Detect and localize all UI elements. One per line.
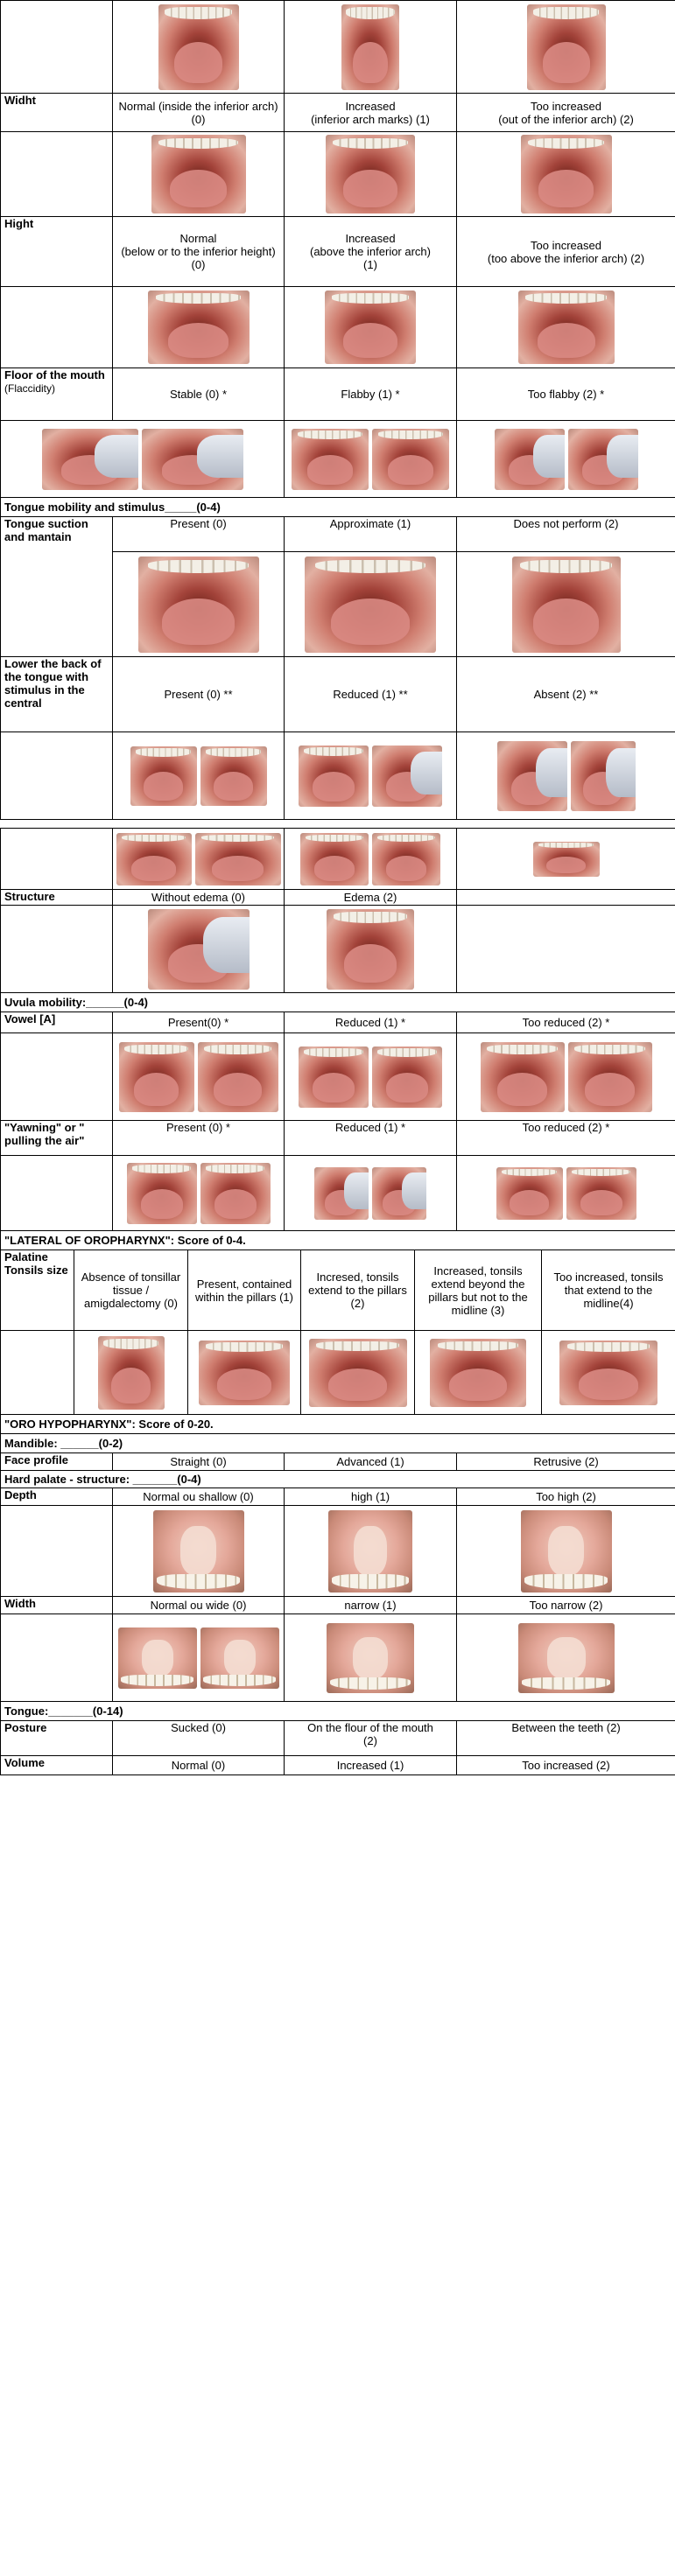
row-label-structure: Structure	[1, 890, 113, 906]
section-heading-tongue-mobility: Tongue mobility and stimulus_____(0-4)	[1, 498, 675, 517]
mouth-photo	[195, 833, 281, 886]
option-cell: Too flabby (2) *	[457, 368, 675, 421]
table-row	[1, 1756, 675, 1775]
table-row	[1, 1597, 675, 1614]
mouth-photo	[200, 1163, 271, 1224]
oropharynx-evaluation-table	[0, 828, 675, 1775]
mouth-photo	[325, 290, 416, 364]
option-cell: Straight (0)	[113, 1453, 285, 1471]
option-cell: Too increased (out of the inferior arch) (2)	[457, 94, 675, 132]
mouth-photo	[521, 135, 612, 214]
option-cell: Too increased (too above the inferior arch) (2)	[457, 217, 675, 287]
table-row	[1, 217, 675, 287]
row-label-palatine-tonsils: Palatine Tonsils size	[1, 1250, 74, 1331]
mouth-photo	[299, 1046, 369, 1108]
row-label-depth: Depth	[1, 1488, 113, 1506]
mouth-photo	[98, 1336, 165, 1410]
photo-row-uvula-structure	[1, 829, 675, 890]
mouth-photo	[571, 741, 636, 811]
mouth-photo	[198, 1042, 278, 1112]
mouth-photo	[200, 746, 267, 806]
palate-photo	[118, 1628, 197, 1689]
option-cell: Advanced (1)	[285, 1453, 457, 1471]
mouth-photo	[327, 909, 414, 990]
option-cell: Increased (above the inferior arch) (1)	[285, 217, 457, 287]
option-cell: narrow (1)	[285, 1597, 457, 1614]
option-cell: Too increased (2)	[457, 1756, 675, 1775]
option-cell: Flabby (1) *	[285, 368, 457, 421]
row-label-palate-width: Width	[1, 1597, 113, 1614]
photo-row-structure	[1, 906, 675, 993]
section-row	[1, 1415, 675, 1434]
option-cell: Stable (0) *	[113, 368, 285, 421]
section-row	[1, 993, 675, 1012]
mouth-photo	[430, 1339, 526, 1407]
palate-photo	[327, 1623, 414, 1693]
option-cell: Normal (inside the inferior arch) (0)	[113, 94, 285, 132]
photo-row-palate-width	[1, 1614, 675, 1702]
mouth-photo	[300, 833, 369, 886]
option-cell: Increased (inferior arch marks) (1)	[285, 94, 457, 132]
table-row	[1, 1721, 675, 1756]
mouth-photo	[372, 1167, 426, 1220]
mouth-photo	[518, 290, 615, 364]
mouth-photo	[299, 746, 369, 807]
section-heading-lateral-oropharynx: "LATERAL OF OROPHARYNX": Score of 0-4.	[1, 1231, 675, 1250]
section-heading-hard-palate: Hard palate - structure: _______(0-4)	[1, 1471, 675, 1488]
mouth-photo	[533, 842, 600, 877]
mouth-photo	[496, 1167, 563, 1220]
mouth-photo	[151, 135, 246, 214]
option-cell: Approximate (1)	[285, 517, 457, 552]
mouth-photo	[119, 1042, 194, 1112]
option-cell: Too narrow (2)	[457, 1597, 675, 1614]
mouth-photo	[512, 556, 621, 653]
section-heading-oro-hypopharynx: "ORO HYPOPHARYNX": Score of 0-20.	[1, 1415, 675, 1434]
table-row	[1, 1488, 675, 1506]
mouth-photo	[130, 746, 197, 806]
mouth-photo	[138, 556, 259, 653]
option-cell: Too reduced (2) *	[457, 1012, 675, 1033]
option-cell: Does not perform (2)	[457, 517, 675, 552]
photo-row-yawning	[1, 1156, 675, 1231]
mouth-photo	[495, 429, 565, 490]
mouth-photo	[497, 741, 567, 811]
table-row	[1, 1453, 675, 1471]
option-cell: Incresed, tonsils extend to the pillars (2)	[301, 1250, 415, 1331]
mouth-photo	[341, 4, 399, 90]
photo-row-floor-stimulus	[1, 421, 675, 498]
row-label-face-profile: Face profile	[1, 1453, 113, 1471]
table-row	[1, 1121, 675, 1156]
mouth-photo	[148, 909, 250, 990]
tongue-evaluation-table	[0, 0, 675, 820]
option-cell: Reduced (1) **	[285, 657, 457, 732]
palate-photo	[518, 1623, 615, 1693]
section-row	[1, 1231, 675, 1250]
option-cell: Sucked (0)	[113, 1721, 285, 1756]
option-cell: On the flour of the mouth (2)	[285, 1721, 457, 1756]
option-cell: high (1)	[285, 1488, 457, 1506]
option-cell: Reduced (1) *	[285, 1121, 457, 1156]
section-row	[1, 1434, 675, 1453]
mouth-photo	[568, 1042, 652, 1112]
section-row	[1, 1702, 675, 1721]
mouth-photo	[158, 4, 239, 90]
mouth-photo	[42, 429, 138, 490]
option-cell: Present(0) *	[113, 1012, 285, 1033]
row-label-floor: Floor of the mouth (Flaccidity)	[1, 368, 113, 421]
option-cell	[457, 890, 675, 906]
table-row	[1, 1012, 675, 1033]
mouth-photo	[292, 429, 369, 490]
table-row	[1, 657, 675, 732]
section-heading-tongue: Tongue:_______(0-14)	[1, 1702, 675, 1721]
option-cell: Normal (below or to the inferior height) (0)	[113, 217, 285, 287]
mouth-photo	[148, 290, 250, 364]
table-row	[1, 94, 675, 132]
section-heading-uvula-mobility: Uvula mobility:______(0-4)	[1, 993, 675, 1012]
option-cell: Present (0) *	[113, 1121, 285, 1156]
photo-row-floor	[1, 287, 675, 368]
mouth-photo	[559, 1340, 657, 1405]
row-label-yawning: "Yawning" or " pulling the air"	[1, 1121, 113, 1156]
option-cell: Without edema (0)	[113, 890, 285, 906]
option-cell: Between the teeth (2)	[457, 1721, 675, 1756]
palate-photo	[328, 1510, 412, 1592]
mouth-photo	[566, 1167, 636, 1220]
row-sublabel-flaccidity: (Flaccidity)	[4, 382, 56, 395]
table-row	[1, 1250, 675, 1331]
row-label-volume: Volume	[1, 1756, 113, 1775]
row-label-vowel: Vowel [A]	[1, 1012, 113, 1033]
row-label-height: Hight	[1, 217, 113, 287]
row-label-lower-back-tongue: Lower the back of the tongue with stimulus in the central	[1, 657, 113, 732]
option-cell: Too reduced (2) *	[457, 1121, 675, 1156]
option-cell: Present (0) **	[113, 657, 285, 732]
palate-photo	[153, 1510, 244, 1592]
palate-photo	[200, 1628, 279, 1689]
mouth-photo	[305, 556, 436, 653]
mouth-photo	[372, 1046, 442, 1108]
mouth-photo	[199, 1340, 290, 1405]
photo-row-tonsils	[1, 1331, 675, 1415]
mouth-photo	[326, 135, 415, 214]
option-cell: Normal (0)	[113, 1756, 285, 1775]
option-cell: Absent (2) **	[457, 657, 675, 732]
mouth-photo	[568, 429, 638, 490]
mouth-photo	[481, 1042, 565, 1112]
row-label-width: Widht	[1, 94, 113, 132]
photo-row-tongue-width	[1, 1, 675, 94]
option-cell: Normal ou shallow (0)	[113, 1488, 285, 1506]
row-label-tongue-suction: Tongue suction and mantain	[1, 517, 113, 657]
option-cell: Increased, tonsils extend beyond the pillars but not to the midline (3)	[415, 1250, 542, 1331]
section-row	[1, 1471, 675, 1488]
photo-row-tongue-height	[1, 132, 675, 217]
option-cell: Too high (2)	[457, 1488, 675, 1506]
mouth-photo	[142, 429, 243, 490]
table-row	[1, 517, 675, 552]
mouth-photo	[309, 1339, 407, 1407]
option-cell: Retrusive (2)	[457, 1453, 675, 1471]
table-row	[1, 890, 675, 906]
photo-row-vowel	[1, 1033, 675, 1121]
photo-row-depth	[1, 1506, 675, 1597]
table-row	[1, 368, 675, 421]
option-cell: Reduced (1) *	[285, 1012, 457, 1033]
palate-photo	[521, 1510, 612, 1592]
section-heading-mandible: Mandible: ______(0-2)	[1, 1434, 675, 1453]
photo-row-lower-back	[1, 732, 675, 820]
option-cell: Too increased, tonsils that extend to the midline(4)	[542, 1250, 675, 1331]
option-cell: Normal ou wide (0)	[113, 1597, 285, 1614]
option-cell: Present (0)	[113, 517, 285, 552]
mouth-photo	[372, 746, 442, 807]
mouth-photo	[372, 833, 440, 886]
mouth-photo	[127, 1163, 197, 1224]
option-cell: Increased (1)	[285, 1756, 457, 1775]
option-cell: Present, contained within the pillars (1)	[188, 1250, 301, 1331]
row-label-posture: Posture	[1, 1721, 113, 1756]
mouth-photo	[314, 1167, 369, 1220]
option-cell: Edema (2)	[285, 890, 457, 906]
section-row	[1, 498, 675, 517]
mouth-photo	[372, 429, 449, 490]
mouth-photo	[527, 4, 606, 90]
option-cell: Absence of tonsillar tissue / amigdalectomy (0)	[74, 1250, 188, 1331]
mouth-photo	[116, 833, 192, 886]
